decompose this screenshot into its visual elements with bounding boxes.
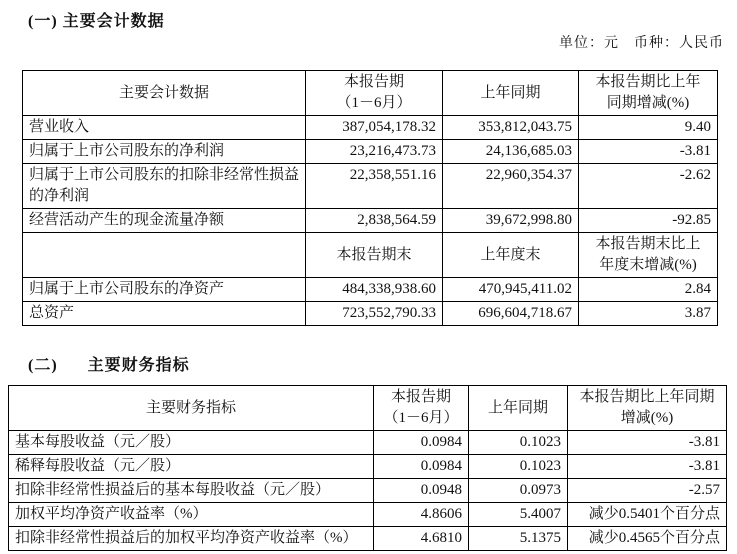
- header-prior-period: 上年同期: [443, 71, 579, 116]
- section2-number: (二): [28, 357, 58, 374]
- value-prior: 0.1023: [469, 431, 568, 455]
- indicator-label: 扣除非经常性损益后的加权平均净资产收益率（%）: [9, 527, 374, 551]
- header-line: 本报告期比上年同期: [579, 389, 715, 405]
- unit-currency-note: 单位：元 币种：人民币: [559, 36, 724, 51]
- header-line: 本报告期: [343, 74, 404, 90]
- value-prior: 0.0973: [469, 479, 568, 503]
- value-current: 387,054,178.32: [306, 116, 443, 140]
- value-change: 9.40: [579, 116, 718, 140]
- value-current: 23,216,473.73: [306, 140, 443, 164]
- metric-label: 归属于上市公司股东的净利润: [23, 140, 306, 164]
- value-change: -2.57: [568, 479, 727, 503]
- indicator-label: 基本每股收益（元／股）: [9, 431, 374, 455]
- table-mid-header-row: [23, 233, 718, 278]
- indicator-label: 扣除非经常性损益后的基本每股收益（元／股）: [9, 479, 374, 503]
- value-prior: 39,672,998.80: [443, 209, 579, 233]
- table-row: [9, 479, 727, 503]
- header-line: 同期增减(%): [606, 95, 690, 111]
- table-row: [23, 278, 718, 302]
- section1-title: (一) 主要会计数据: [28, 13, 165, 30]
- table-row: [9, 455, 727, 479]
- value-prior: 696,604,718.67: [443, 302, 579, 326]
- table-row: [23, 116, 718, 140]
- header-line: 本报告期: [390, 389, 451, 405]
- header-line: （1－6月）: [383, 410, 459, 426]
- table-row: [23, 164, 718, 209]
- header-period-end: 本报告期末: [306, 233, 443, 278]
- value-change: -2.62: [579, 164, 718, 209]
- value-prior: 24,136,685.03: [443, 140, 579, 164]
- header-metric: 主要会计数据: [23, 71, 306, 116]
- header-line: 本报告期比上年: [595, 74, 701, 90]
- value-change: -3.81: [568, 455, 727, 479]
- metric-label: 总资产: [23, 302, 306, 326]
- header-line: （1－6月）: [336, 95, 412, 111]
- value-current: 0.0984: [374, 431, 469, 455]
- section2-text: 主要财务指标: [87, 357, 190, 374]
- value-current: 723,552,790.33: [306, 302, 443, 326]
- metric-label: 经营活动产生的现金流量净额: [23, 209, 306, 233]
- value-change: 3.87: [579, 302, 718, 326]
- value-prior: 22,960,354.37: [443, 164, 579, 209]
- header-line: 增减(%): [620, 410, 674, 426]
- metric-label: 营业收入: [23, 116, 306, 140]
- header-current-period: [374, 386, 469, 431]
- section2-title: [28, 352, 190, 375]
- value-current: 4.8606: [374, 503, 469, 527]
- value-prior: 0.1023: [469, 455, 568, 479]
- indicator-label: 加权平均净资产收益率（%）: [9, 503, 374, 527]
- value-current: 22,358,551.16: [306, 164, 443, 209]
- header-change: [579, 71, 718, 116]
- value-prior: 5.1375: [469, 527, 568, 551]
- accounting-data-table: [22, 70, 718, 326]
- indicator-label: 稀释每股收益（元／股）: [9, 455, 374, 479]
- table-header-row: [23, 71, 718, 116]
- header-change-vs-year-end: [579, 233, 718, 278]
- value-change: -3.81: [568, 431, 727, 455]
- value-current: 2,838,564.59: [306, 209, 443, 233]
- value-current: 4.6810: [374, 527, 469, 551]
- table-row: [23, 302, 718, 326]
- value-current: 0.0948: [374, 479, 469, 503]
- header-prior-period: 上年同期: [469, 386, 568, 431]
- metric-label: 归属于上市公司股东的净资产: [23, 278, 306, 302]
- metric-label: 归属于上市公司股东的扣除非经常性损益的净利润: [23, 164, 306, 209]
- table-row: [9, 431, 727, 455]
- table-row: [9, 527, 727, 551]
- header-line: 年度末增减(%): [599, 257, 697, 273]
- value-change: 减少0.4565个百分点: [568, 527, 727, 551]
- value-current: 484,338,938.60: [306, 278, 443, 302]
- table-row: [23, 209, 718, 233]
- financial-indicators-table: [8, 385, 727, 551]
- value-prior: 470,945,411.02: [443, 278, 579, 302]
- header-prior-year-end: 上年度末: [443, 233, 579, 278]
- header-indicator: 主要财务指标: [9, 386, 374, 431]
- value-change: -92.85: [579, 209, 718, 233]
- value-prior: 353,812,043.75: [443, 116, 579, 140]
- value-current: 0.0984: [374, 455, 469, 479]
- header-line: 本报告期末比上: [595, 236, 701, 252]
- header-current-period: [306, 71, 443, 116]
- table-header-row: [9, 386, 727, 431]
- header-empty: [23, 233, 306, 278]
- value-prior: 5.4007: [469, 503, 568, 527]
- table-row: [23, 140, 718, 164]
- value-change: 2.84: [579, 278, 718, 302]
- table-row: [9, 503, 727, 527]
- value-change: -3.81: [579, 140, 718, 164]
- header-change: [568, 386, 727, 431]
- value-change: 减少0.5401个百分点: [568, 503, 727, 527]
